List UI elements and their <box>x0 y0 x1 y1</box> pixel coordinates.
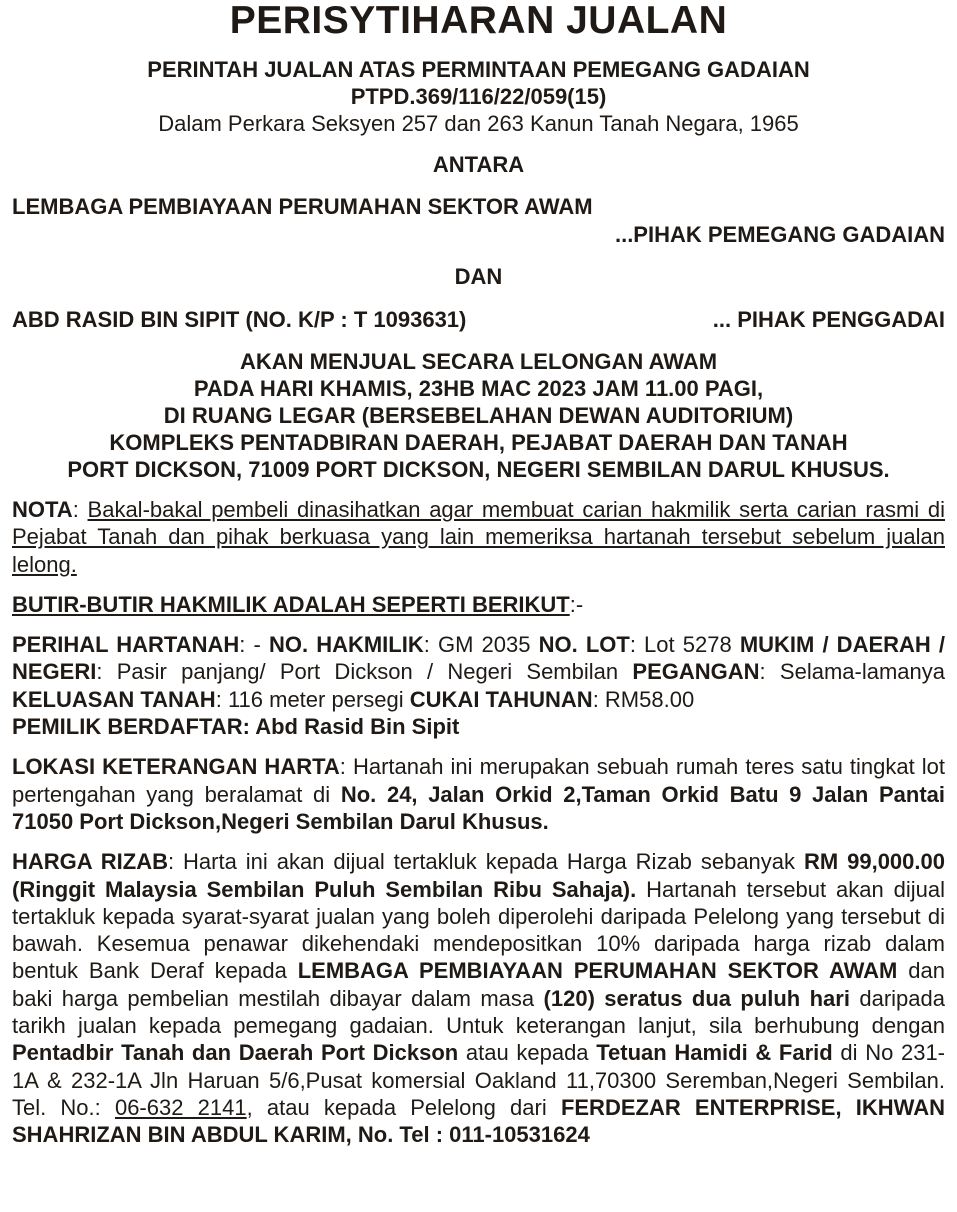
harga-text-5: atau kepada <box>465 1040 589 1066</box>
auction-details <box>12 348 945 483</box>
pemilik-line: PEMILIK BERDAFTAR: Abd Rasid Bin Sipit <box>12 714 460 740</box>
chargor-name: ABD RASID BIN SIPIT (NO. K/P : T 1093631) <box>12 307 467 332</box>
lokasi-paragraph: LOKASI KETERANGAN HARTA: Hartanah ini merupakan sebuah rumah teres satu tingkat lot pertengahan yang beralamat di No. 24, Jalan Orkid 2,Taman Orkid Batu 9 Jalan Pantai 71050 Port Dickson,Negeri Sembilan Darul Khusus. <box>12 754 946 834</box>
lot-label: NO. LOT <box>538 632 630 658</box>
pegangan-value: Selama-lamanya <box>779 659 945 685</box>
nota-paragraph: NOTA: Bakal-bakal pembeli dinasihatkan agar membuat carian hakmilik serta carian rasmi di Pejabat Tanah dan pihak berkuasa yang lain memeriksa hartanah tersebut sebelum jualan lelong. <box>12 497 945 577</box>
cukai-label: CUKAI TAHUNAN <box>409 686 593 712</box>
lokasi-text: Hartanah ini merupakan sebuah rumah teres satu tingkat lot pertengahan yang beralamat di <box>12 754 946 807</box>
dan-label: DAN <box>454 264 503 289</box>
reference-number: PTPD.369/116/22/059(15) <box>350 84 607 109</box>
harga-firm: Tetuan Hamidi & Farid <box>596 1040 833 1066</box>
perihal-label: PERIHAL HARTANAH <box>12 632 240 658</box>
order-subtitle: PERINTAH JUALAN ATAS PERMINTAAN PEMEGANG GADAIAN <box>147 57 810 82</box>
harga-payee: LEMBAGA PEMBIAYAAN PERUMAHAN SEKTOR AWAM <box>297 958 898 984</box>
auction-line: DI RUANG LEGAR (BERSEBELAHAN DEWAN AUDITORIUM) <box>163 403 794 428</box>
mukim-label: MUKIM / DAERAH / NEGERI <box>12 632 946 685</box>
antara-label: ANTARA <box>432 152 525 177</box>
mukim-value: Pasir panjang/ Port Dickson / Negeri Sembilan <box>116 659 619 685</box>
harga-label: HARGA RIZAB <box>12 849 168 875</box>
harga-paragraph: HARGA RIZAB: Harta ini akan dijual tertakluk kepada Harga Rizab sebanyak RM 99,000.00 (Ringgit Malaysia Sembilan Puluh Sembilan Ribu Sahaja). Hartanah tersebut akan dijual tertakluk kepada syarat-syarat jualan yang boleh diperolehi daripada Pelelong yang tersebut di bawah. Kesemua penawar dikehendaki mendepositkan 10% daripada harga rizab dalam bentuk Bank Deraf kepada LEMBAGA PEMBIAYAAN PERUMAHAN SEKTOR AWAM dan baki harga pembelian mestilah dibayar dalam masa (120) seratus dua puluh hari daripada tarikh jualan kepada pemegang gadaian. Untuk keterangan lanjut, sila berhubung dengan Pentadbir Tanah dan Daerah Port Dickson atau kepada Tetuan Hamidi & Farid di No 231-1A & 232-1A Jln Haruan 5/6,Pusat komersial Oakland 11,70300 Seremban,Negeri Sembilan. Tel. No.: 06-632 2141, atau kepada Pelelong dari FERDEZAR ENTERPRISE, IKHWAN SHAHRIZAN BIN ABDUL KARIM, No. Tel : 011-10531624 <box>12 849 946 1148</box>
lokasi-label: LOKASI KETERANGAN HARTA <box>12 754 340 780</box>
harga-amount: RM 99,000.00 (Ringgit Malaysia Sembilan Puluh Sembilan Ribu Sahaja). <box>12 849 945 902</box>
butir-heading: BUTIR-BUTIR HAKMILIK ADALAH SEPERTI BERIKUT <box>12 591 570 617</box>
harga-office: Pentadbir Tanah dan Daerah Port Dickson <box>12 1040 459 1066</box>
chargee-role: ...PIHAK PEMEGANG GADAIAN <box>614 222 945 247</box>
lokasi-address: No. 24, Jalan Orkid 2,Taman Orkid Batu 9 Jalan Pantai 71050 Port Dickson,Negeri Sembilan Darul Khusus. <box>12 781 945 834</box>
chargee-name: LEMBAGA PEMBIAYAAN PERUMAHAN SEKTOR AWAM <box>12 194 593 219</box>
hakmilik-label: NO. HAKMILIK <box>268 632 424 658</box>
nota-label: NOTA <box>12 497 73 522</box>
harga-text-4: daripada tarikh jualan kepada pemegang gadaian. Untuk keterangan lanjut, sila berhubung dengan <box>12 985 945 1039</box>
lot-value: Lot 5278 <box>644 632 732 658</box>
harga-text-1: Harta ini akan dijual tertakluk kepada Harga Rizab sebanyak <box>183 849 796 875</box>
auction-line: KOMPLEKS PENTADBIRAN DAERAH, PEJABAT DAERAH DAN TANAH <box>109 430 848 455</box>
harga-text-2: Hartanah tersebut akan dijual tertakluk kepada syarat-syarat jualan yang boleh diperolehi daripada Pelelong yang tersebut di bawah. Kesemua penawar dikehendaki mendepositkan 10% daripada harga rizab dalam bentuk Bank Deraf kepada <box>12 876 945 984</box>
perihal-paragraph: PERIHAL HARTANAH: - NO. HAKMILIK: GM 2035 NO. LOT: Lot 5278 MUKIM / DAERAH / NEGERI: Pasir panjang/ Port Dickson / Negeri Sembilan PEGANGAN: Selama-lamanya KELUASAN TANAH: 116 meter persegi CUKAI TAHUNAN: RM58.00 PEMILIK BERDAFTAR: Abd Rasid Bin Sipit <box>12 632 946 740</box>
notice-title: PERISYTIHARAN JUALAN <box>229 0 728 42</box>
nota-text: Bakal-bakal pembeli dinasihatkan agar membuat carian hakmilik serta carian rasmi di Pejabat Tanah dan pihak berkuasa yang lain memeriksa hartanah tersebut sebelum jualan lelong. <box>12 497 945 577</box>
harga-phone: 06-632 2141 <box>114 1094 247 1120</box>
statute-line: Dalam Perkara Seksyen 257 dan 263 Kanun Tanah Negara, 1965 <box>158 111 799 136</box>
auction-line: PADA HARI KHAMIS, 23HB MAC 2023 JAM 11.00 PAGI, <box>193 376 764 401</box>
chargor-row <box>12 306 945 334</box>
harga-auctioneer: FERDEZAR ENTERPRISE, IKHWAN SHAHRIZAN BIN ABDUL KARIM, No. Tel : 011-10531624 <box>12 1094 945 1148</box>
cukai-value: RM58.00 <box>604 686 695 712</box>
butir-heading-paragraph <box>12 591 945 618</box>
harga-text-6: di No 231-1A & 232-1A Jln Haruan 5/6,Pusat komersial Oakland 11,70300 Seremban,Negeri Sembilan. Tel. No.: <box>12 1040 946 1120</box>
harga-text-3: dan baki harga pembelian mestilah dibayar dalam masa <box>12 958 945 1011</box>
hakmilik-value: GM 2035 <box>437 632 531 658</box>
harga-text-7: , atau kepada Pelelong dari <box>246 1094 547 1120</box>
keluasan-value: 116 meter persegi <box>227 686 404 712</box>
auction-line: PORT DICKSON, 71009 PORT DICKSON, NEGERI SEMBILAN DARUL KHUSUS. <box>67 457 890 482</box>
butir-suffix: :- <box>569 591 584 617</box>
chargor-role: ... PIHAK PENGGADAI <box>712 307 945 332</box>
perihal-sep: : - <box>239 632 269 658</box>
pegangan-label: PEGANGAN <box>632 659 760 685</box>
harga-period: (120) seratus dua puluh hari <box>543 985 850 1011</box>
keluasan-label: KELUASAN TANAH <box>12 686 216 712</box>
auction-line: AKAN MENJUAL SECARA LELONGAN AWAM <box>239 349 718 374</box>
